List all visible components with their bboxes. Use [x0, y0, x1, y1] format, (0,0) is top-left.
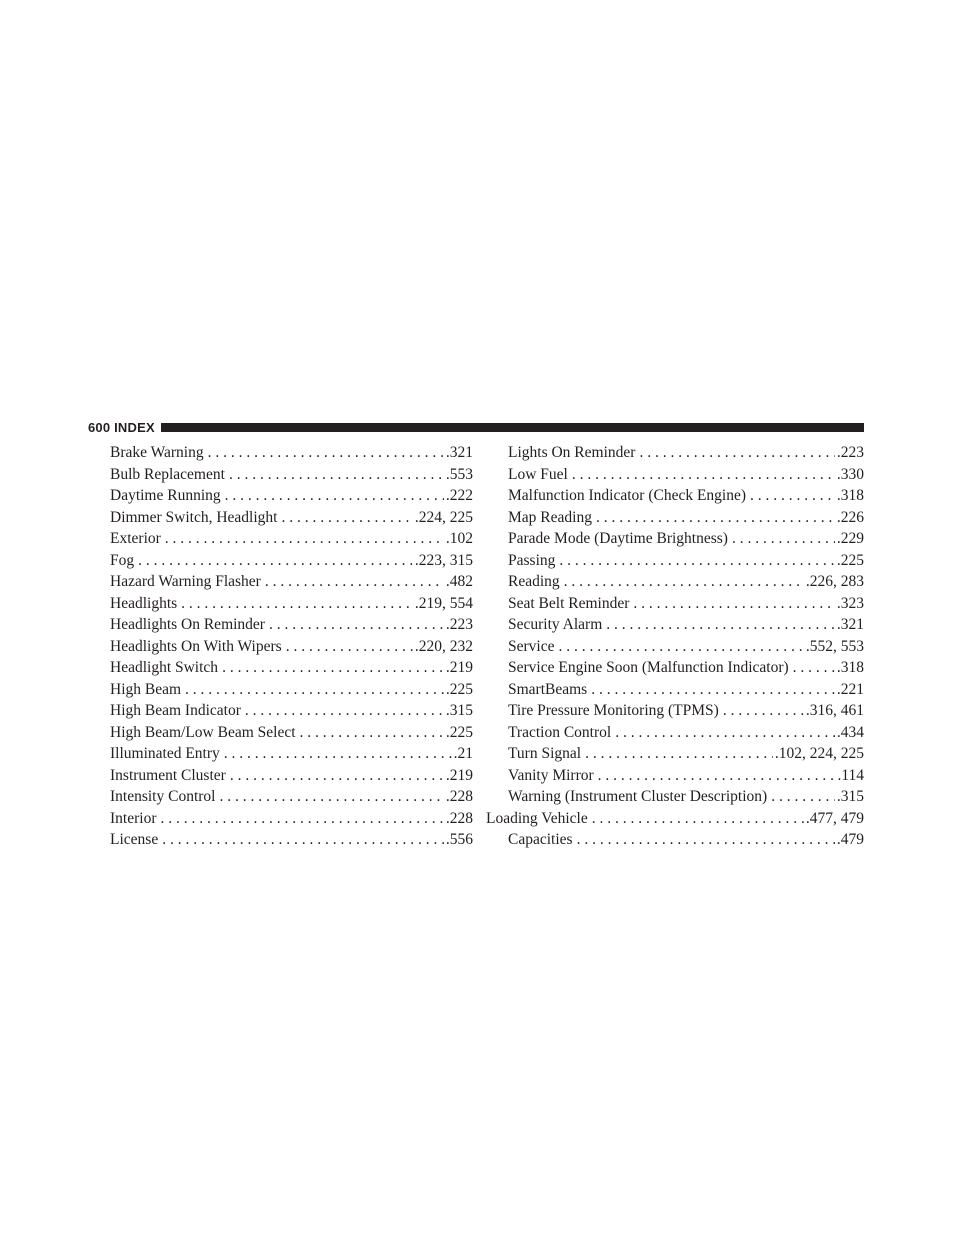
- dot-leader: [596, 507, 835, 529]
- index-entry: [486, 679, 864, 701]
- index-term: Headlight Switch: [110, 659, 219, 676]
- dot-leader: [300, 722, 444, 744]
- index-term: Map Reading: [508, 508, 592, 526]
- index-entry: [88, 765, 473, 787]
- index-entry: [88, 464, 473, 486]
- index-term: Vanity Mirror: [508, 766, 594, 784]
- dot-leader: [598, 765, 836, 787]
- index-term: Malfunction Indicator (Check Engine): [508, 487, 747, 504]
- dot-leader: [723, 700, 804, 722]
- dot-leader: [138, 550, 413, 572]
- dot-leader: [185, 679, 444, 701]
- index-term: Interior: [110, 809, 157, 827]
- dot-leader: [162, 829, 444, 851]
- index-term: High Beam Indicator: [110, 702, 241, 719]
- index-term: Passing: [508, 551, 556, 569]
- index-entry: [88, 700, 473, 722]
- page-reference: .477, 479: [805, 809, 864, 827]
- index-entry: [486, 829, 864, 851]
- index-entry: [88, 808, 473, 830]
- dot-leader: [229, 464, 444, 486]
- index-column-right: [486, 442, 864, 851]
- index-entry: [88, 636, 473, 658]
- index-term: SmartBeams: [508, 680, 588, 698]
- page-reference: .228: [445, 809, 473, 827]
- page-reference: .224, 225: [414, 508, 473, 526]
- index-term: High Beam/Low Beam Select: [110, 723, 296, 741]
- index-entry: [486, 571, 864, 593]
- index-term: Traction Control: [508, 723, 612, 741]
- page-reference: .552, 553: [805, 637, 864, 655]
- index-term: Headlights: [110, 594, 178, 612]
- index-entry: [486, 765, 864, 787]
- page-reference: .219: [445, 766, 473, 784]
- dot-leader: [606, 614, 835, 636]
- dot-leader: [564, 571, 804, 593]
- dot-leader: [160, 808, 443, 830]
- page-reference: .225: [836, 551, 864, 569]
- dot-leader: [219, 786, 443, 808]
- page-reference: .226: [836, 508, 864, 526]
- index-entry: [486, 507, 864, 529]
- dot-leader: [639, 442, 834, 464]
- page-reference: .219: [445, 659, 473, 676]
- dot-leader: [286, 636, 413, 658]
- index-entry: [88, 743, 473, 765]
- index-entry: [88, 679, 473, 701]
- index-term: Exterior: [110, 530, 161, 547]
- index-term: Loading Vehicle: [486, 809, 588, 827]
- page-reference: .102, 224, 225: [774, 745, 864, 762]
- index-entry: [486, 593, 864, 615]
- index-entry: [88, 722, 473, 744]
- index-entry: [486, 485, 864, 507]
- dot-leader: [592, 808, 804, 830]
- dot-leader: [793, 657, 835, 679]
- index-entry: [486, 722, 864, 744]
- dot-leader: [572, 464, 835, 486]
- index-entry: [486, 700, 864, 722]
- page-reference: .220, 232: [414, 637, 473, 655]
- page-reference: .226, 283: [805, 573, 864, 590]
- index-term: Intensity Control: [110, 788, 216, 805]
- index-term: Instrument Cluster: [110, 766, 226, 784]
- page-reference: .321: [445, 444, 473, 461]
- dot-leader: [225, 485, 444, 507]
- index-term: Dimmer Switch, Headlight: [110, 508, 278, 526]
- dot-leader: [208, 442, 444, 464]
- page-reference: .21: [453, 745, 473, 762]
- index-term: Reading: [508, 573, 560, 590]
- page-reference: .223: [836, 444, 864, 461]
- page-reference: .223: [445, 616, 473, 633]
- page-reference: .479: [836, 831, 864, 848]
- index-term: Capacities: [508, 831, 573, 848]
- header-label: [88, 420, 155, 435]
- page-reference: .330: [836, 465, 864, 483]
- index-term: Tire Pressure Monitoring (TPMS): [508, 702, 719, 719]
- dot-leader: [558, 636, 803, 658]
- index-entry: [486, 786, 864, 808]
- dot-leader: [591, 679, 835, 701]
- index-entry: [486, 528, 864, 550]
- page-number: 600: [88, 419, 111, 435]
- dot-leader: [222, 657, 444, 679]
- page-reference: .482: [445, 573, 473, 590]
- index-entry: [486, 442, 864, 464]
- dot-leader: [165, 528, 444, 550]
- index-entry: [88, 657, 473, 679]
- index-term: Hazard Warning Flasher: [110, 573, 261, 590]
- index-entry: [486, 636, 864, 658]
- page-reference: .321: [836, 616, 864, 633]
- page-reference: .553: [445, 465, 473, 483]
- dot-leader: [181, 593, 413, 615]
- index-entry: [88, 528, 473, 550]
- header-rule: [161, 423, 864, 432]
- dot-leader: [750, 485, 835, 507]
- page-reference: .316, 461: [805, 702, 864, 719]
- dot-leader: [224, 743, 452, 765]
- dot-leader: [633, 593, 834, 615]
- page-reference: .229: [836, 530, 864, 547]
- index-term: Seat Belt Reminder: [508, 594, 630, 612]
- dot-leader: [281, 507, 412, 529]
- index-term: Headlights On With Wipers: [110, 637, 282, 655]
- dot-leader: [265, 571, 444, 593]
- index-entry: [88, 571, 473, 593]
- index-entry: [486, 550, 864, 572]
- index-column-left: [88, 442, 473, 851]
- page-reference: .219, 554: [414, 594, 473, 612]
- page-reference: .228: [445, 788, 473, 805]
- index-term: Brake Warning: [110, 444, 204, 461]
- dot-leader: [732, 528, 835, 550]
- index-term: Low Fuel: [508, 465, 568, 483]
- page-header: [88, 417, 864, 437]
- dot-leader: [577, 829, 835, 851]
- index-term: Lights On Reminder: [508, 444, 636, 461]
- index-term: Security Alarm: [508, 616, 603, 633]
- page-reference: .556: [445, 831, 473, 848]
- index-entry: [88, 485, 473, 507]
- index-term: Turn Signal: [508, 745, 582, 762]
- page-reference: .315: [445, 702, 473, 719]
- index-term: Service: [508, 637, 555, 655]
- index-entry: [486, 657, 864, 679]
- dot-leader: [269, 614, 444, 636]
- index-entry: [486, 808, 864, 830]
- index-term: Headlights On Reminder: [110, 616, 265, 633]
- index-entry: [88, 614, 473, 636]
- page-reference: .223, 315: [414, 551, 473, 569]
- page-reference: .323: [836, 594, 864, 612]
- index-entry: [486, 614, 864, 636]
- page-reference: .102: [445, 530, 473, 547]
- index-term: High Beam: [110, 680, 182, 698]
- index-entry: [486, 464, 864, 486]
- index-entry: [88, 507, 473, 529]
- page-reference: .434: [836, 723, 864, 741]
- dot-leader: [615, 722, 835, 744]
- page-reference: .114: [837, 766, 864, 784]
- dot-leader: [230, 765, 444, 787]
- page-reference: .221: [836, 680, 864, 698]
- page-reference: .318: [836, 659, 864, 676]
- index-term: Illuminated Entry: [110, 745, 220, 762]
- dot-leader: [245, 700, 444, 722]
- dot-leader: [559, 550, 835, 572]
- index-entry: [486, 743, 864, 765]
- index-term: License: [110, 831, 159, 848]
- index-entry: [88, 550, 473, 572]
- page-reference: .318: [836, 487, 864, 504]
- index-entry: [88, 442, 473, 464]
- index-entry: [88, 786, 473, 808]
- index-term: Fog: [110, 551, 135, 569]
- index-term: Parade Mode (Daytime Brightness): [508, 530, 728, 547]
- page-reference: .315: [836, 788, 864, 805]
- index-entry: [88, 829, 473, 851]
- page-reference: .222: [445, 487, 473, 504]
- index-entry: [88, 593, 473, 615]
- section-title: INDEX: [114, 419, 155, 435]
- dot-leader: [585, 743, 773, 765]
- index-term: Warning (Instrument Cluster Description): [508, 788, 768, 805]
- dot-leader: [771, 786, 835, 808]
- index-term: Service Engine Soon (Malfunction Indicator): [508, 659, 789, 676]
- index-term: Daytime Running: [110, 487, 221, 504]
- page-reference: .225: [445, 723, 473, 741]
- index-term: Bulb Replacement: [110, 465, 225, 483]
- page-reference: .225: [445, 680, 473, 698]
